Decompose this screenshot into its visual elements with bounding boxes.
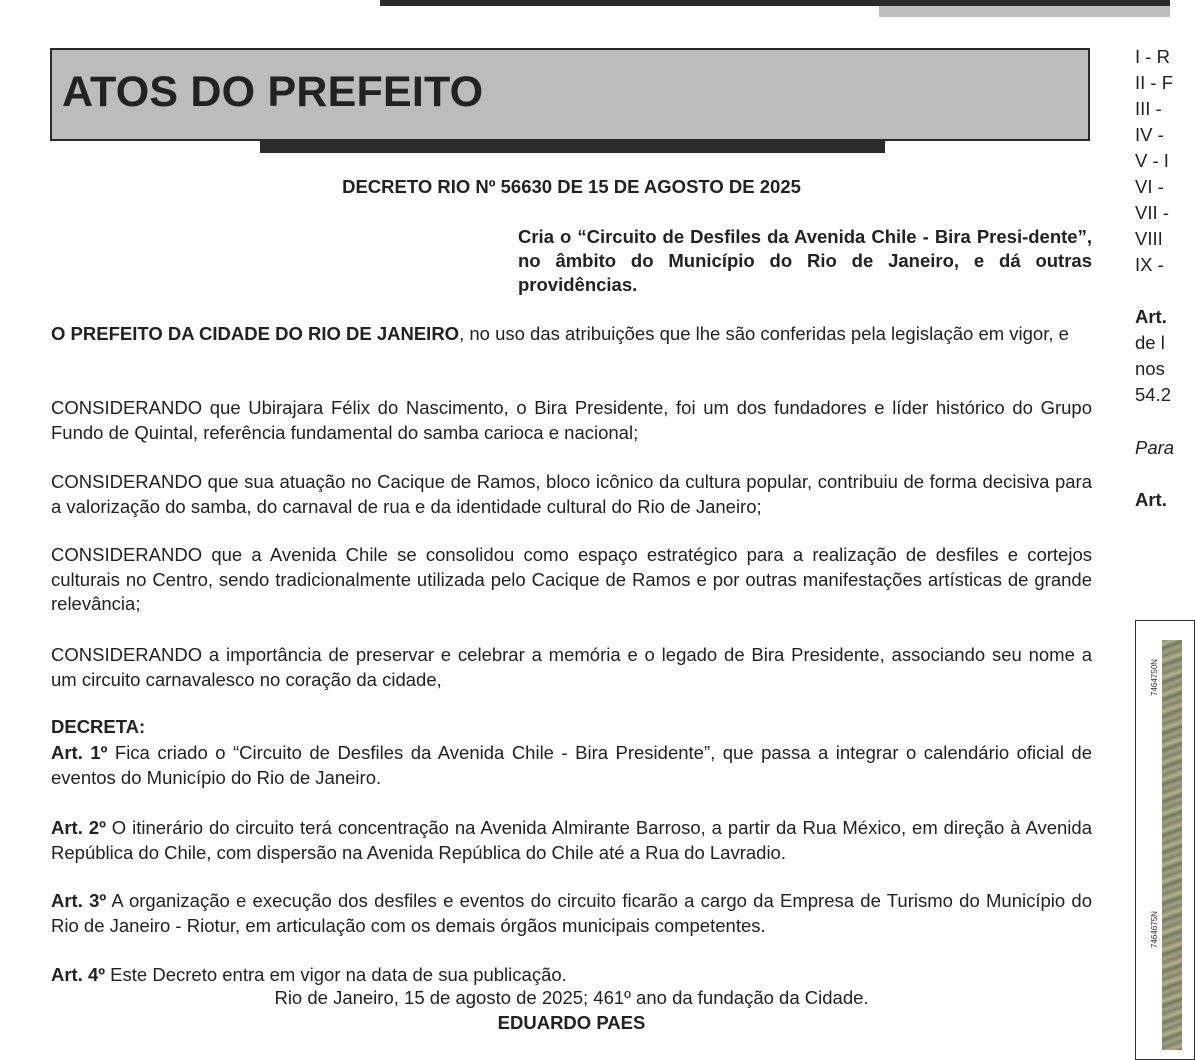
roman-item: III - xyxy=(1135,98,1162,119)
article-label: Art. 1º xyxy=(51,742,108,763)
decree-ementa: Cria o “Circuito de Desfiles da Avenida Chile - Bira Presi-dente”, no âmbito do Município do Rio de Janeiro, e dá outras providências. xyxy=(518,226,1092,295)
preamble xyxy=(51,322,1092,347)
header-underbar xyxy=(260,141,885,153)
map-coordinate-label: 7464675N xyxy=(1150,911,1159,948)
article-text: O itinerário do circuito terá concentração na Avenida Almirante Barroso, a partir da Rua México, em direção à Avenida República do Chile, com dispersão na Avenida República do Chile até a Rua do Lavradio. xyxy=(51,817,1092,863)
preamble-authority: O PREFEITO DA CIDADE DO RIO DE JANEIRO xyxy=(51,323,460,344)
closing-place-date: Rio de Janeiro, 15 de agosto de 2025; 461º ano da fundação da Cidade. xyxy=(274,987,869,1008)
article-text: Fica criado o “Circuito de Desfiles da Avenida Chile - Bira Presidente”, que passa a integrar o calendário oficial de eventos do Município do Rio de Janeiro. xyxy=(51,742,1093,788)
roman-item: VI - xyxy=(1135,176,1164,197)
fragment-article: Art. xyxy=(1135,306,1167,327)
section-header xyxy=(50,48,1090,141)
considerando-2: CONSIDERANDO que sua atuação no Cacique de Ramos, bloco icônico da cultura popular, contribuiu de forma decisiva para a valorização do samba, do carnaval de rua e da identidade cultural do Rio de Janeiro; xyxy=(51,471,1092,517)
article-2 xyxy=(51,816,1092,865)
decree-title: DECRETO RIO Nº 56630 DE 15 DE AGOSTO DE 2025 xyxy=(342,176,801,197)
roman-item: V - I xyxy=(1135,150,1169,171)
considerando-3: CONSIDERANDO que a Avenida Chile se consolidou como espaço estratégico para a realização de desfiles e cortejos culturais no Centro, sendo tradicionalmente utilizada pelo Cacique de Ramos e por outras manifestações artísticas de grande relevância; xyxy=(51,544,1092,614)
roman-item: VIII xyxy=(1135,228,1163,249)
article-label: Art. 4º xyxy=(51,964,106,985)
article-3 xyxy=(51,889,1092,938)
preamble-text: , no uso das atribuições que lhe são conferidas pela legislação em vigor, e xyxy=(459,323,1069,344)
section-title: ATOS DO PREFEITO xyxy=(62,68,484,116)
fragment-text: de l xyxy=(1135,332,1165,353)
roman-item: VII - xyxy=(1135,202,1169,223)
fragment-article: Art. xyxy=(1135,489,1167,510)
roman-item: IX - xyxy=(1135,254,1164,275)
signature: EDUARDO PAES xyxy=(497,1012,646,1033)
top-rule-gray xyxy=(879,6,1170,17)
considerando-1: CONSIDERANDO que Ubirajara Félix do Nascimento, o Bira Presidente, foi um dos fundadores e líder histórico do Grupo Fundo de Quintal, referência fundamental do samba carioca e nacional; xyxy=(51,397,1092,443)
fragment-text: nos xyxy=(1135,358,1165,379)
fragment-text: 54.2 xyxy=(1135,384,1172,405)
article-text: A organização e execução dos desfiles e eventos do circuito ficarão a cargo da Empresa de Turismo do Município do Rio de Janeiro - Riotur, em articulação com os demais órgãos municipais competentes. xyxy=(51,890,1092,936)
fragment-paragraph: Para xyxy=(1135,437,1175,458)
roman-item: II - F xyxy=(1135,72,1174,93)
decreta-label: DECRETA: xyxy=(51,716,146,737)
map-coordinate-label: 7464750N xyxy=(1150,659,1159,696)
article-text: Este Decreto entra em vigor na data de sua publicação. xyxy=(105,964,567,985)
considerando-4: CONSIDERANDO a importância de preservar e celebrar a memória e o legado de Bira Presidente, associando seu nome a um circuito carnavalesco no coração da cidade, xyxy=(51,644,1092,690)
article-label: Art. 2º xyxy=(51,817,106,838)
roman-item: IV - xyxy=(1135,124,1164,145)
article-label: Art. 3º xyxy=(51,890,107,911)
article-4 xyxy=(51,963,1092,988)
article-1 xyxy=(51,741,1092,790)
roman-item: I - R xyxy=(1135,46,1170,67)
aerial-map-image xyxy=(1162,640,1182,1050)
